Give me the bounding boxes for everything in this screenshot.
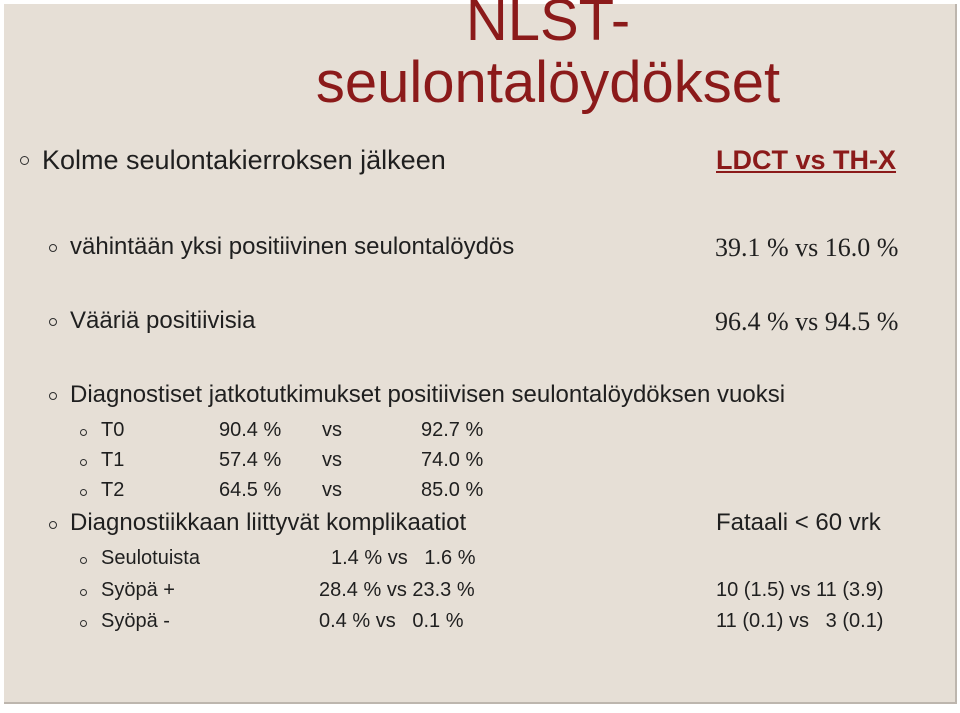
diagnostic-row-a: 64.5 %	[219, 479, 282, 501]
complication-row-value: 28.4 % vs 23.3 %	[319, 579, 475, 601]
bullet-icon	[49, 244, 57, 252]
diagnostic-row-b: 85.0 %	[421, 479, 484, 501]
positive-label: vähintään yksi positiivinen seulontalöydös	[70, 233, 515, 260]
diagnostic-row-vs: vs	[322, 419, 342, 441]
diagnostic-row-label: T0	[101, 419, 125, 441]
slide	[4, 0, 957, 704]
diagnostic-row-b: 92.7 %	[421, 419, 484, 441]
complication-row-value: 1.4 % vs 1.6 %	[331, 547, 476, 569]
bullet-icon	[20, 156, 29, 165]
fatal-heading: Fataali < 60 vrk	[716, 509, 881, 536]
bullet-icon	[49, 318, 57, 326]
header-left: Kolme seulontakierroksen jälkeen	[42, 145, 446, 175]
complication-row-fatal: 11 (0.1) vs 3 (0.1)	[716, 610, 884, 632]
bullet-icon	[80, 489, 87, 496]
bullet-icon	[80, 459, 87, 466]
bullet-icon	[49, 521, 57, 529]
diagnostic-row-vs: vs	[322, 449, 342, 471]
diagnostic-row-vs: vs	[322, 479, 342, 501]
complication-row-label: Syöpä +	[101, 579, 175, 601]
slide-title	[248, 0, 848, 114]
diagnostic-row-b: 74.0 %	[421, 449, 484, 471]
false-positive-value: 96.4 % vs 94.5 %	[715, 307, 899, 336]
header-right: LDCT vs TH-X	[716, 145, 897, 175]
diagnostic-row-a: 90.4 %	[219, 419, 282, 441]
diagnostic-row-label: T2	[101, 479, 125, 501]
complication-row-fatal: 10 (1.5) vs 11 (3.9)	[716, 579, 884, 601]
diagnostic-heading: Diagnostiset jatkotutkimukset positiivisen seulontalöydöksen vuoksi	[70, 381, 786, 408]
bullet-icon	[80, 557, 87, 564]
complication-row-label: Syöpä -	[101, 610, 170, 632]
title-line-1: NLST-	[465, 0, 631, 53]
bullet-icon	[80, 620, 87, 627]
bullet-icon	[49, 392, 57, 400]
bullet-icon	[80, 589, 87, 596]
complication-row-value: 0.4 % vs 0.1 %	[319, 610, 464, 632]
positive-value: 39.1 % vs 16.0 %	[715, 233, 899, 262]
diagnostic-row-label: T1	[101, 449, 125, 471]
bullet-icon	[80, 429, 87, 436]
complications-heading: Diagnostiikkaan liittyvät komplikaatiot	[70, 509, 467, 536]
diagnostic-row-a: 57.4 %	[219, 449, 282, 471]
false-positive-label: Vääriä positiivisia	[70, 307, 256, 334]
title-line-2: seulontalöydökset	[315, 50, 781, 115]
complication-row-label: Seulotuista	[101, 547, 200, 569]
